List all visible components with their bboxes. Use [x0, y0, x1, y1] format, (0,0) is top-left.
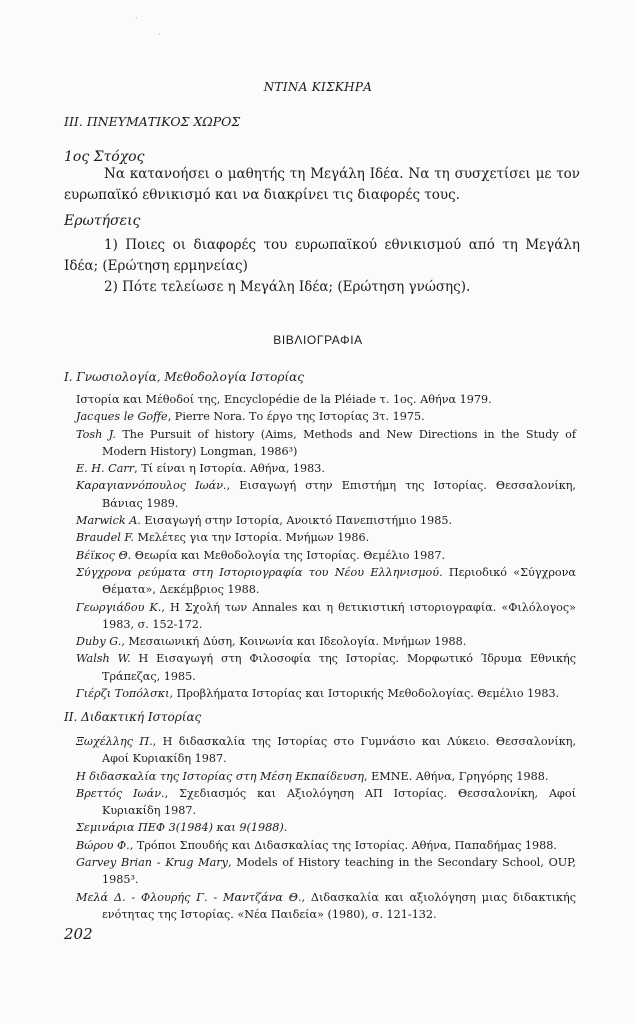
entry-author: Marwick A. — [76, 514, 141, 528]
question-2: 2) Πότε τελείωσε η Μεγάλη Ιδέα; (Ερώτηση γνώσης). — [104, 279, 471, 295]
bibliography-entry — [76, 819, 576, 836]
section-title: ΙΙΙ. ΠΝΕΥΜΑΤΙΚΟΣ ΧΩΡΟΣ — [64, 114, 241, 129]
entry-author: Tosh J. — [76, 427, 116, 441]
bibliography-entry — [76, 391, 576, 408]
entry-text: Η Εισαγωγή στη Φιλοσοφία της Ιστορίας. Μορφωτικό Ίδρυμα Εθνικής Τράπεζας, 1985. — [102, 652, 577, 683]
entry-text: , Τρόποι Σπουδής και Διδασκαλίας της Ιστορίας. Αθήνα, Παπαδήμας 1988. — [129, 838, 557, 852]
entry-text: Ιστορία και Μέθοδοί της, Encyclopédie de la Pléiade τ. 1ος. Αθήνα 1979. — [76, 393, 492, 406]
entry-text: The Pursuit of history (Aims, Methods and New Directions in the Study of Modern History) Longman, 1986³) — [102, 427, 576, 458]
entry-author: Duby G. — [76, 635, 122, 649]
running-header: ΝΤΙΝΑ ΚΙΣΚΗΡΑ — [263, 80, 373, 94]
entry-author: Garvey Brian - Krug Mary — [76, 856, 228, 870]
bibliography-entry — [76, 768, 576, 785]
question-1: 1) Ποιες οι διαφορές του ευρωπαϊκού εθνικισμού από τη Μεγάλη Ιδέα; (Ερώτηση ερμηνείας) — [64, 237, 580, 274]
bibliography-entry — [76, 599, 576, 634]
entry-author: E. H. Carr — [76, 462, 135, 476]
bibliography-entry — [76, 426, 576, 461]
entry-author: Βέϊκος Θ. — [76, 548, 132, 562]
bibliography-entry — [76, 785, 576, 820]
entry-text: , Models of History teaching in the Secondary School, OUP, 1985³. — [102, 856, 576, 887]
entry-author: Μελά Δ. - Φλουρής Γ. - Μαντζάνα Θ. — [76, 890, 302, 904]
entry-text: , Διδασκαλία και αξιολόγηση μιας διδακτικής ενότητας της Ιστορίας. «Νέα Παιδεία» (1980), σ. 121-132. — [102, 890, 576, 921]
entry-text: Εισαγωγή στην Ιστορία, Ανοικτό Πανεπιστήμιο 1985. — [140, 514, 453, 528]
bibliography-entry — [76, 512, 576, 529]
bibliography-section-2 — [76, 733, 576, 923]
scan-speck: · — [158, 30, 161, 40]
entry-author: Η διδασκαλία της Ιστορίας στη Μέση Εκπαίδευση — [76, 769, 364, 783]
entry-author: Braudel F. — [76, 531, 134, 545]
bibliography-entry — [76, 477, 576, 512]
questions-heading: Ερωτήσεις — [64, 213, 141, 229]
entry-text: , Προβλήματα Ιστορίας και Ιστορικής Μεθοδολογίας. Θεμέλιο 1983. — [169, 687, 560, 701]
entry-text: , Η Σχολή των Annales και η θετικιστική ιστοριογραφία. «Φιλόλογος» 1983, σ. 152-172. — [102, 600, 576, 631]
entry-text: , Μεσαιωνική Δύση, Κοινωνία και Ιδεολογία. Μνήμων 1988. — [121, 635, 467, 649]
bibliography-entry — [76, 733, 576, 768]
entry-text: , Pierre Nora. Το έργο της Ιστορίας 3τ. 1975. — [167, 410, 425, 424]
entry-author: Γιέρζι Τοπόλσκι — [76, 687, 170, 701]
bibliography-section-1 — [76, 391, 576, 702]
bibliography-section-1-heading: Ι. Γνωσιολογία, Μεθοδολογία Ιστορίας — [64, 370, 304, 384]
bibliography-section-2-heading: ΙΙ. Διδακτική Ιστορίας — [64, 710, 202, 724]
goal-text: Να κατανοήσει ο μαθητής τη Μεγάλη Ιδέα. Να τη συσχετίσει με τον ευρωπαϊκό εθνικισμό και να διακρίνει τις διαφορές τους. — [64, 166, 580, 203]
entry-author: Βώρου Φ. — [76, 838, 130, 852]
entry-text: Θεωρία και Μεθοδολογία της Ιστορίας. Θεμέλιο 1987. — [131, 548, 446, 562]
entry-author: Walsh W. — [76, 652, 131, 666]
entry-author: Σεμινάρια ΠΕΦ 3(1984) και 9(1988). — [76, 821, 288, 835]
entry-author: Γεωργιάδου Κ. — [76, 600, 162, 614]
entry-text: , ΕΜΝΕ. Αθήνα, Γρηγόρης 1988. — [364, 769, 549, 783]
entry-text: Μελέτες για την Ιστορία. Μνήμων 1986. — [133, 531, 370, 545]
entry-author: Καραγιαννόπουλος Ιωάν. — [76, 479, 227, 493]
page-number: 202 — [64, 925, 93, 943]
entry-text: , Σχεδιασμός και Αξιολόγηση ΑΠ Ιστορίας. Θεσσαλονίκη, Αφοί Κυριακίδη 1987. — [102, 786, 576, 818]
bibliography-entry — [76, 633, 576, 650]
goal-heading: 1ος Στόχος — [64, 149, 145, 165]
entry-text: , Η διδασκαλία της Ιστορίας στο Γυμνάσιο και Λύκειο. Θεσσαλονίκη, Αφοί Κυριακίδη 1987. — [102, 735, 576, 766]
bibliography-entry — [76, 547, 576, 564]
scan-speck: · — [135, 14, 138, 24]
bibliography-title: ΒΙΒΛΙΟΓΡΑΦΙΑ — [273, 333, 363, 347]
bibliography-entry — [76, 650, 576, 685]
bibliography-entry — [76, 564, 576, 599]
bibliography-entry — [76, 837, 576, 854]
bibliography-entry — [76, 889, 576, 924]
entry-author: Ξωχέλλης Π. — [76, 735, 153, 748]
bibliography-entry — [76, 408, 576, 425]
entry-author: Σύγχρονα ρεύματα στη Ιστοριογραφία του Νέου Ελληνισμού. — [76, 565, 443, 579]
entry-text: Περιοδικό «Σύγχρονα Θέματα», Δεκέμβριος 1988. — [102, 565, 576, 597]
bibliography-entry — [76, 529, 576, 546]
bibliography-entry — [76, 685, 576, 702]
bibliography-entry — [76, 460, 576, 477]
entry-author: Jacques le Goffe — [76, 410, 168, 424]
entry-text: , Τί είναι η Ιστορία. Αθήνα, 1983. — [134, 462, 325, 476]
entry-text: , Εισαγωγή στην Επιστήμη της Ιστορίας. Θεσσαλονίκη, Βάνιας 1989. — [102, 479, 576, 510]
entry-author: Βρεττός Ιωάν. — [76, 786, 165, 800]
bibliography-entry — [76, 854, 576, 889]
